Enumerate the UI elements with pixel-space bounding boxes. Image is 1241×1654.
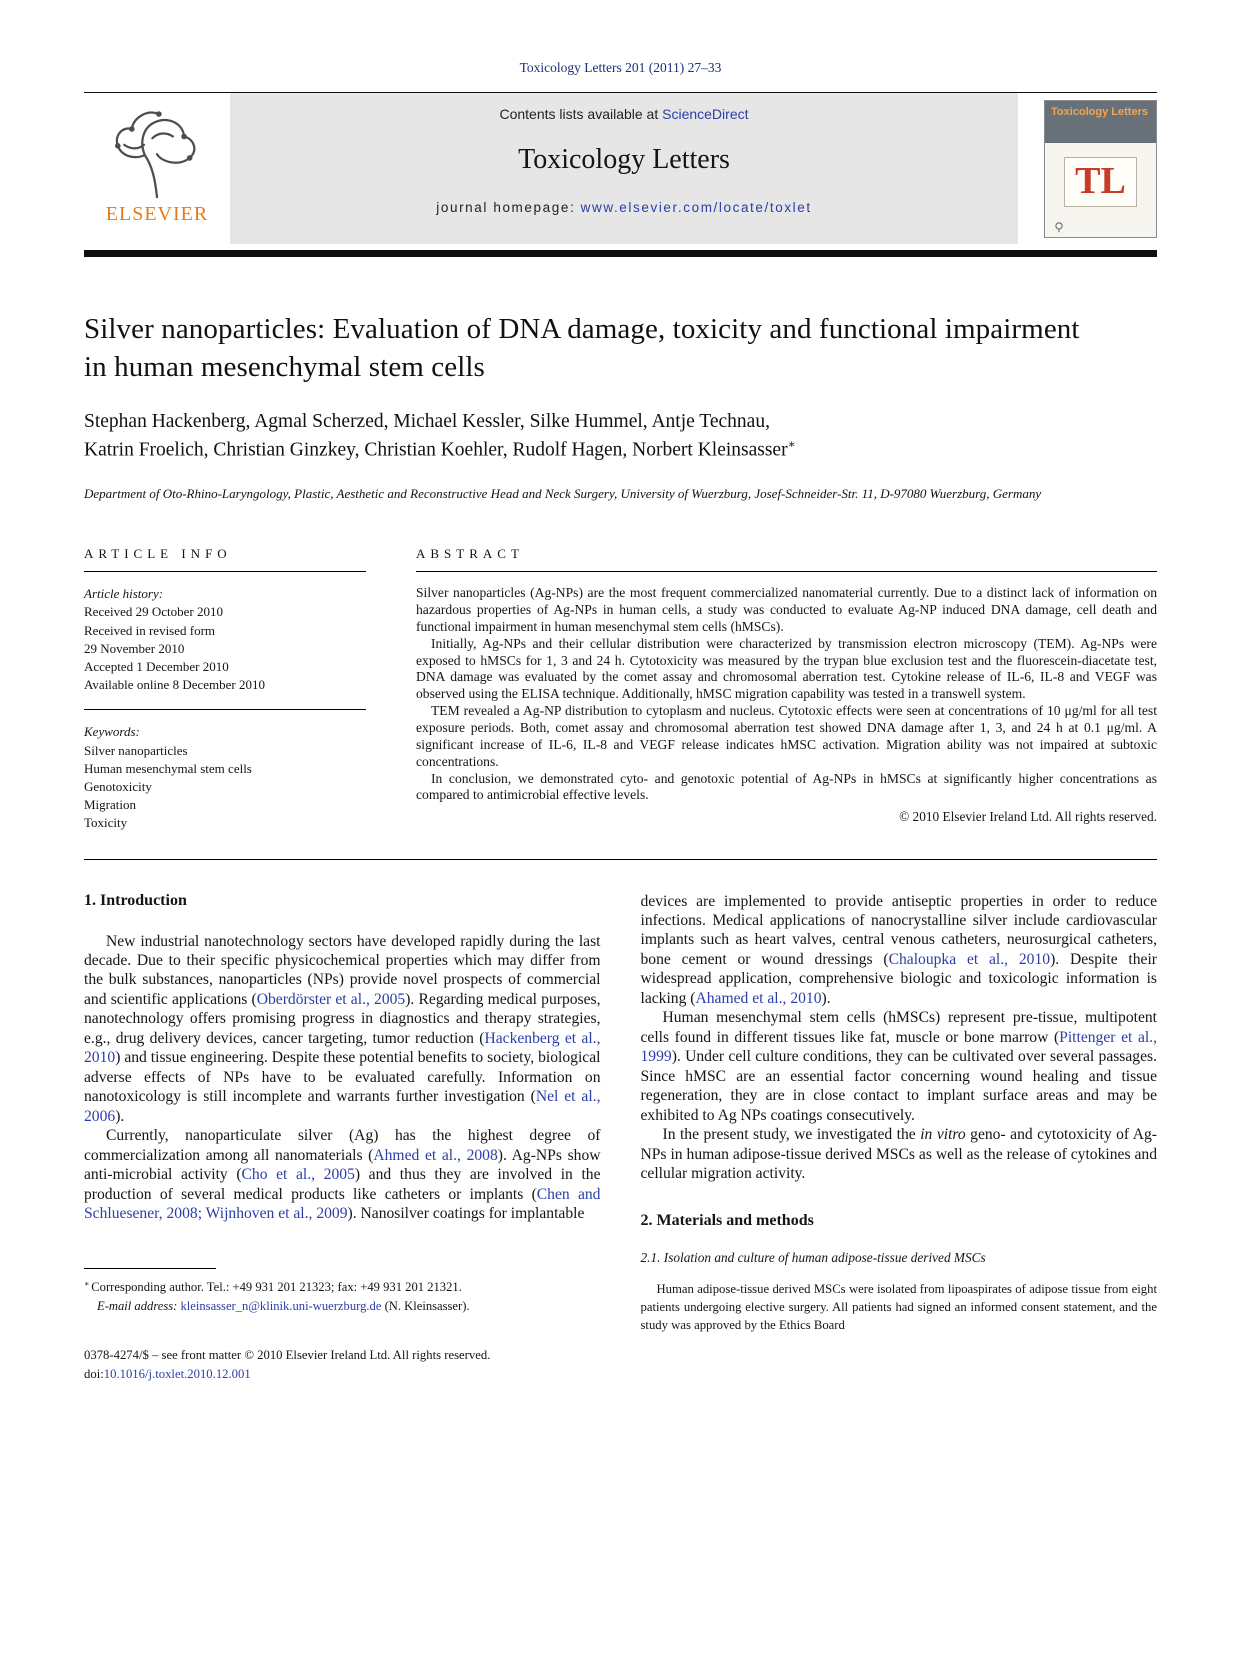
abstract-paragraph: In conclusion, we demonstrated cyto- and genotoxic potential of Ag-NPs in hMSCs at significantly higher concentrations as compared to antimicrobial effective levels.: [416, 770, 1157, 803]
text-segment: Currently, nanoparticulate silver (Ag) has the highest degree of commercialization among all nanomaterials (: [84, 1127, 601, 1164]
author-list: [84, 408, 1157, 464]
text-segment: in vitro: [920, 1126, 966, 1144]
text-segment: Human mesenchymal stem cells (hMSCs) represent pre-tissue, multipotent cells found in different tissues like fat, muscle or bone marrow (: [640, 1009, 1157, 1046]
email-footnote: [97, 1297, 601, 1316]
sciencedirect-link[interactable]: ScienceDirect: [662, 106, 749, 122]
journal-homepage-link[interactable]: www.elsevier.com/locate/toxlet: [580, 200, 812, 215]
issn-front-matter-line: 0378-4274/$ – see front matter © 2010 Elsevier Ireland Ltd. All rights reserved.: [84, 1347, 491, 1362]
section-heading-methods: 2. Materials and methods: [640, 1211, 814, 1229]
citation-link[interactable]: Nel et al., 2006: [84, 1088, 601, 1125]
text-segment: Corresponding author. Tel.: +49 931 201 21323; fax: +49 931 201 21321.: [91, 1279, 462, 1294]
keywords-label: Keywords:: [84, 724, 140, 740]
body-paragraph: [641, 1125, 1158, 1183]
history-line: Received in revised form: [84, 622, 216, 638]
citation-link[interactable]: Pittenger et al., 1999: [640, 1028, 1157, 1066]
body-paragraph: [84, 1126, 601, 1223]
cover-monogram: TL: [1075, 160, 1126, 202]
elsevier-wordmark: ELSEVIER: [105, 203, 209, 225]
text-segment: E-mail address:: [97, 1298, 181, 1313]
article-title: Silver nanoparticles: Evaluation of DNA damage, toxicity and functional impairment in human mesenchymal stem cells: [84, 313, 1080, 383]
text-segment: ). Regarding medical purposes, nanotechnology offers promising progress in diagnostics and therapy strategies, e.g., drug delivery devices, cancer targeting, tumor reduction (: [84, 990, 601, 1047]
authors-line-1: Stephan Hackenberg, Agmal Scherzed, Michael Kessler, Silke Hummel, Antje Technau,: [84, 411, 770, 433]
body-left-column: [84, 892, 601, 1386]
cover-tree-icon: [1051, 220, 1067, 238]
text-segment: ). Ag-NPs show anti-microbial activity (: [84, 1146, 601, 1184]
authors-line-2: Katrin Froelich, Christian Ginzkey, Christian Koehler, Rudolf Hagen, Norbert Kleinsasser: [84, 439, 788, 461]
doi-link[interactable]: 10.1016/j.toxlet.2010.12.001: [103, 1367, 251, 1382]
abstract-paragraph: Silver nanoparticles (Ag-NPs) are the most frequent commercialized nanomaterial currently. Due to a distinct lack of information on hazardous properties of Ag-NPs in human cells, a study was conducted to evaluate Ag-NP induced DNA damage, cell death and functional impairment in human mesenchymal stem cells (hMSCs).: [416, 585, 1157, 634]
body-paragraph: [641, 1008, 1158, 1125]
meta-section: [84, 546, 1157, 832]
contents-prefix: Contents lists available at: [499, 106, 663, 122]
homepage-line: [240, 200, 1008, 215]
text-segment: ∗: [84, 1278, 92, 1288]
elsevier-tree-icon: [96, 101, 218, 199]
subsection-heading: 2.1. Isolation and culture of human adipose-tissue derived MSCs: [640, 1249, 986, 1265]
journal-title: Toxicology Letters: [518, 144, 730, 175]
cover-monogram-box: [1064, 157, 1137, 207]
rule: [84, 859, 1157, 860]
elsevier-logo: [84, 93, 230, 244]
methods-paragraph: Human adipose-tissue derived MSCs were isolated from lipoaspirates of adipose tissue from eight patients undergoing elective surgery. All patients had signed an informed consent statement, and the study was approved by the Ethics Board: [640, 1281, 1157, 1332]
article-history-label: Article history:: [84, 586, 164, 602]
journal-citation-header: Toxicology Letters 201 (2011) 27–33: [519, 60, 722, 75]
cover-footer: [1045, 221, 1156, 237]
text-segment: (N. Kleinsasser).: [381, 1298, 470, 1313]
homepage-prefix: journal homepage:: [436, 200, 581, 215]
text-segment: ). Under cell culture conditions, they can be cultivated over several passages. Since hMSC are an essential factor concerning wound healing and tissue regeneration, they are in close contact to implant surface areas and may be exhibited to Ag NPs coatings consecutively.: [640, 1048, 1157, 1124]
article-body: [84, 892, 1157, 1386]
citation-link[interactable]: Ahamed et al., 2010: [695, 989, 822, 1007]
masthead-thick-rule: [84, 250, 1157, 257]
abstract-column: [416, 546, 1157, 832]
article-info-heading: ARTICLE INFO: [84, 546, 232, 562]
history-line: Available online 8 December 2010: [84, 677, 265, 693]
cover-masthead-title: Toxicology Letters: [1045, 101, 1156, 143]
rule: [416, 571, 1157, 572]
text-segment: geno- and cytotoxicity of Ag-NPs in human adipose-tissue derived MSCs as well as the release of cytokines and cellular migration activity.: [640, 1126, 1157, 1183]
abstract-heading: ABSTRACT: [416, 546, 524, 562]
abstract-paragraph: TEM revealed a Ag-NP distribution to cytoplasm and nucleus. Cytotoxic effects were seen at concentrations of 10 μg/ml for all test exposure periods. Both, comet assay and chromosomal aberration test showed DNA damage after 1, 3, and 24 h at 0.1 μg/ml. A significant increase of IL-6, IL-8 and VEGF release indicates hMSC activation. Migration ability was not impaired at subtoxic concentrations.: [416, 703, 1157, 769]
article-info-column: [84, 546, 366, 832]
text-segment: In the present study, we investigated the: [662, 1126, 921, 1144]
abstract-paragraph: Initially, Ag-NPs and their cellular distribution were characterized by transmission electron microscopy (TEM). Ag-NPs were exposed to hMSCs for 1, 3 and 24 h. Cytotoxicity was measured by the trypan blue exclusion test and the fluorescein-diacetate test, DNA damage was evaluated by the comet assay and chromosomal aberration test. Cytokine release of IL-6, IL-8 and VEGF was observed using the ELISA technique. Additionally, hMSC migration capability was tested in a transwell system.: [416, 635, 1157, 702]
text-segment: New industrial nanotechnology sectors have developed rapidly during the last decade. Due to their specific physicochemical properties which may differ from the bulk substances, nanoparticles (NPs) provide novel prospects of commercial and scientific applications (: [84, 932, 601, 1008]
corresponding-author-footnote: [84, 1278, 601, 1297]
body-right-column: [641, 892, 1158, 1386]
journal-cover-thumbnail: [1044, 100, 1157, 238]
text-segment: ).: [821, 989, 831, 1007]
email-link[interactable]: kleinsasser_n@klinik.uni-wuerzburg.de: [180, 1298, 382, 1313]
citation-link[interactable]: Chen and Schluesener, 2008; Wijnhoven et al., 2009: [84, 1185, 601, 1223]
keyword: Migration: [84, 797, 136, 813]
journal-masthead: [84, 92, 1157, 257]
body-paragraph: [84, 932, 601, 1127]
masthead-center-panel: [230, 93, 1018, 244]
keyword: Toxicity: [84, 815, 128, 831]
doi-line: [84, 1365, 601, 1385]
text-segment: ).: [115, 1107, 125, 1125]
keyword: Silver nanoparticles: [84, 742, 188, 758]
history-line: Received 29 October 2010: [84, 604, 223, 620]
body-paragraph: [641, 892, 1158, 1009]
text-segment: ) and thus they are involved in the production of several medical products like catheters or implants (: [84, 1166, 601, 1203]
keyword: Genotoxicity: [84, 778, 152, 794]
text-segment: ). Despite their widespread application, comprehensive biologic and toxicologic information is lacking (: [640, 950, 1158, 1007]
footnote-rule: [84, 1268, 216, 1269]
imprint-block: [84, 1346, 601, 1385]
rule: [84, 571, 366, 572]
corresponding-author-marker: ∗: [787, 437, 796, 452]
history-line: 29 November 2010: [84, 640, 185, 656]
citation-link[interactable]: Hackenberg et al., 2010: [84, 1029, 601, 1067]
rule: [84, 709, 366, 710]
text-segment: devices are implemented to provide antiseptic properties in order to reduce infections. Medical applications of nanocrystalline silver include cardiovascular implants such as heart valves, central venous catheters, neurosurgical catheters, bone cement or wound dressings (: [640, 892, 1157, 968]
citation-link[interactable]: Chaloupka et al., 2010: [888, 950, 1051, 968]
affiliation: Department of Oto-Rhino-Laryngology, Plastic, Aesthetic and Reconstructive Head and Neck Surgery, University of Wuerzburg, Josef-Schneider-Str. 11, D-97080 Wuerzburg, Germany: [84, 486, 1042, 502]
citation-link[interactable]: Cho et al., 2005: [241, 1166, 355, 1184]
history-line: Accepted 1 December 2010: [84, 659, 229, 674]
section-heading-introduction: 1. Introduction: [84, 891, 187, 909]
footnote-block: [84, 1268, 601, 1316]
citation-link[interactable]: Oberdörster et al., 2005: [256, 990, 406, 1008]
copyright-line: © 2010 Elsevier Ireland Ltd. All rights reserved.: [899, 809, 1157, 825]
citation-link[interactable]: Ahmed et al., 2008: [373, 1146, 498, 1164]
keyword: Human mesenchymal stem cells: [84, 760, 252, 776]
text-segment: ). Nanosilver coatings for implantable: [347, 1205, 585, 1223]
masthead-row: [84, 92, 1157, 244]
text-segment: ) and tissue engineering. Despite these potential benefits to society, biological adverse effects of NPs have to be evaluated carefully. Information on nanotoxicology is still incomplete and warrants further investigation (: [84, 1049, 601, 1106]
text-segment: doi:: [84, 1367, 104, 1382]
contents-line: [240, 106, 1008, 122]
cover-middle: [1045, 143, 1156, 221]
